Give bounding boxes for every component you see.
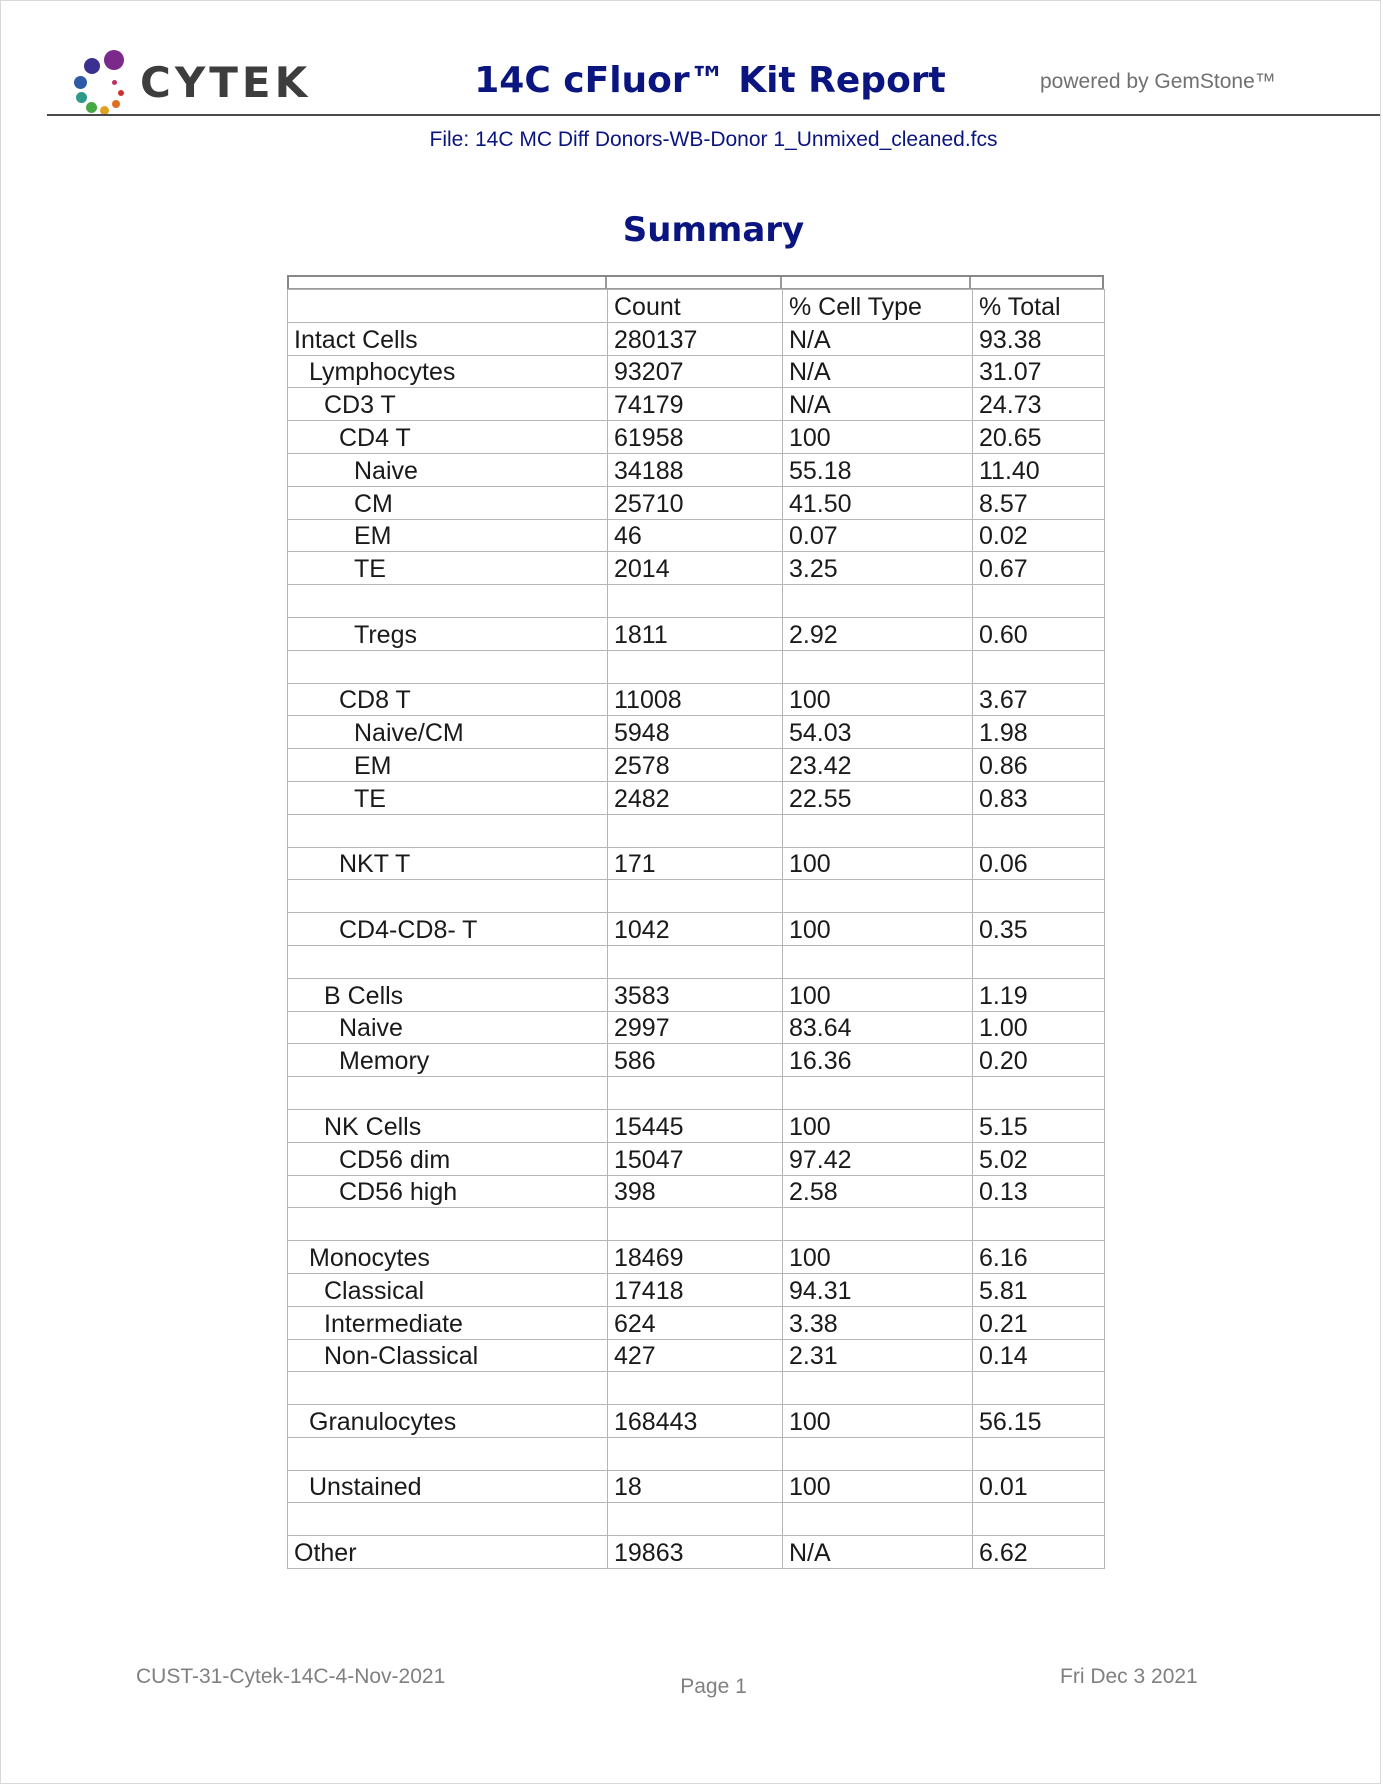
table-row: [288, 617, 1105, 650]
table-row: [288, 1175, 1105, 1208]
row-count: 624: [608, 1306, 783, 1339]
row-label: EM: [288, 749, 608, 782]
row-count: 11008: [608, 683, 783, 716]
table-row: [288, 1306, 1105, 1339]
summary-table-container: [287, 275, 1105, 1569]
row-pct-total: 93.38: [973, 322, 1105, 355]
row-count: 34188: [608, 453, 783, 486]
row-count: 74179: [608, 388, 783, 421]
row-pct-total: [973, 945, 1105, 978]
row-pct-total: 0.20: [973, 1044, 1105, 1077]
cytek-logo-mark-icon: [68, 44, 132, 116]
table-row: [288, 421, 1105, 454]
row-label: [288, 585, 608, 618]
table-row: [288, 355, 1105, 388]
row-pct-cell-type: [783, 1077, 973, 1110]
row-pct-cell-type: 2.58: [783, 1175, 973, 1208]
row-count: 2482: [608, 781, 783, 814]
row-pct-cell-type: 100: [783, 1470, 973, 1503]
row-pct-total: 11.40: [973, 453, 1105, 486]
row-pct-cell-type: [783, 1503, 973, 1536]
row-pct-total: 5.02: [973, 1142, 1105, 1175]
table-row: [288, 1536, 1105, 1569]
row-pct-total: [973, 650, 1105, 683]
table-row: [288, 552, 1105, 585]
footer-page-number: Page 1: [680, 1675, 747, 1698]
table-spacer-row: [288, 1437, 1105, 1470]
row-pct-cell-type: 3.38: [783, 1306, 973, 1339]
row-count: 2578: [608, 749, 783, 782]
row-pct-cell-type: 94.31: [783, 1273, 973, 1306]
row-pct-total: 1.00: [973, 1011, 1105, 1044]
row-count: 1042: [608, 913, 783, 946]
table-header-row: [288, 290, 1105, 323]
table-spacer-row: [288, 880, 1105, 913]
row-pct-total: [973, 1503, 1105, 1536]
row-count: 398: [608, 1175, 783, 1208]
row-label: Unstained: [288, 1470, 608, 1503]
row-count: 171: [608, 847, 783, 880]
row-count: [608, 650, 783, 683]
summary-table-body: [288, 322, 1105, 1568]
row-count: 1811: [608, 617, 783, 650]
table-row: [288, 1011, 1105, 1044]
table-row: [288, 519, 1105, 552]
row-pct-total: 0.83: [973, 781, 1105, 814]
table-row: [288, 1044, 1105, 1077]
table-row: [288, 913, 1105, 946]
row-label: [288, 1503, 608, 1536]
row-count: 19863: [608, 1536, 783, 1569]
row-pct-cell-type: 2.31: [783, 1339, 973, 1372]
row-count: [608, 585, 783, 618]
row-label: Naive: [288, 1011, 608, 1044]
row-pct-total: 56.15: [973, 1405, 1105, 1438]
row-pct-total: 1.19: [973, 978, 1105, 1011]
table-row: [288, 1241, 1105, 1274]
row-pct-total: [973, 880, 1105, 913]
row-pct-total: [973, 585, 1105, 618]
row-label: CD4-CD8- T: [288, 913, 608, 946]
table-row: [288, 978, 1105, 1011]
row-label: NK Cells: [288, 1109, 608, 1142]
row-count: 15445: [608, 1109, 783, 1142]
row-pct-cell-type: N/A: [783, 355, 973, 388]
row-pct-cell-type: 100: [783, 978, 973, 1011]
row-pct-cell-type: [783, 1372, 973, 1405]
row-count: 3583: [608, 978, 783, 1011]
row-pct-total: 0.06: [973, 847, 1105, 880]
table-row: [288, 486, 1105, 519]
row-pct-total: 0.35: [973, 913, 1105, 946]
row-label: [288, 814, 608, 847]
row-pct-total: 31.07: [973, 355, 1105, 388]
row-count: 61958: [608, 421, 783, 454]
table-row: [288, 847, 1105, 880]
row-label: Other: [288, 1536, 608, 1569]
footer-date: Fri Dec 3 2021: [1060, 1665, 1198, 1688]
row-pct-cell-type: 23.42: [783, 749, 973, 782]
row-pct-total: 0.01: [973, 1470, 1105, 1503]
column-header-pct-cell-type: % Cell Type: [783, 290, 973, 323]
row-count: [608, 1372, 783, 1405]
row-pct-cell-type: N/A: [783, 322, 973, 355]
row-count: 5948: [608, 716, 783, 749]
row-label: Lymphocytes: [288, 355, 608, 388]
table-row: [288, 1405, 1105, 1438]
row-pct-cell-type: 100: [783, 421, 973, 454]
row-label: CD56 high: [288, 1175, 608, 1208]
table-spacer-row: [288, 1077, 1105, 1110]
row-pct-total: [973, 1077, 1105, 1110]
table-spacer-row: [288, 1503, 1105, 1536]
row-pct-cell-type: 100: [783, 847, 973, 880]
row-count: 18469: [608, 1241, 783, 1274]
cytek-logo: [68, 44, 312, 124]
row-pct-cell-type: [783, 880, 973, 913]
row-pct-total: 8.57: [973, 486, 1105, 519]
row-count: 25710: [608, 486, 783, 519]
file-name: File: 14C MC Diff Donors-WB-Donor 1_Unmixed_cleaned.fcs: [429, 128, 998, 151]
row-label: CD56 dim: [288, 1142, 608, 1175]
row-pct-total: 0.02: [973, 519, 1105, 552]
row-label: [288, 1208, 608, 1241]
row-pct-total: 20.65: [973, 421, 1105, 454]
row-pct-total: 24.73: [973, 388, 1105, 421]
row-count: 280137: [608, 322, 783, 355]
row-label: [288, 880, 608, 913]
row-count: [608, 1208, 783, 1241]
row-count: [608, 1437, 783, 1470]
row-pct-total: 6.62: [973, 1536, 1105, 1569]
table-spacer-row: [288, 945, 1105, 978]
table-spacer-row: [288, 1372, 1105, 1405]
table-row: [288, 683, 1105, 716]
row-label: TE: [288, 552, 608, 585]
row-pct-total: 0.60: [973, 617, 1105, 650]
row-pct-total: [973, 1208, 1105, 1241]
row-pct-cell-type: 100: [783, 683, 973, 716]
row-pct-cell-type: 55.18: [783, 453, 973, 486]
row-label: Intact Cells: [288, 322, 608, 355]
row-count: 18: [608, 1470, 783, 1503]
row-pct-cell-type: 0.07: [783, 519, 973, 552]
footer-report-id: CUST-31-Cytek-14C-4-Nov-2021: [136, 1665, 446, 1688]
row-label: NKT T: [288, 847, 608, 880]
row-pct-cell-type: 41.50: [783, 486, 973, 519]
table-row: [288, 749, 1105, 782]
row-pct-cell-type: [783, 945, 973, 978]
row-pct-total: 5.81: [973, 1273, 1105, 1306]
row-pct-cell-type: N/A: [783, 388, 973, 421]
row-label: Intermediate: [288, 1306, 608, 1339]
row-label: CD8 T: [288, 683, 608, 716]
table-spacer-row: [288, 814, 1105, 847]
row-count: [608, 880, 783, 913]
row-pct-total: 0.86: [973, 749, 1105, 782]
row-count: [608, 1503, 783, 1536]
row-pct-total: [973, 1437, 1105, 1470]
row-count: 93207: [608, 355, 783, 388]
row-pct-total: 0.21: [973, 1306, 1105, 1339]
row-pct-cell-type: 3.25: [783, 552, 973, 585]
row-label: CD4 T: [288, 421, 608, 454]
table-row: [288, 1470, 1105, 1503]
row-count: 2997: [608, 1011, 783, 1044]
table-row: [288, 1273, 1105, 1306]
row-count: [608, 1077, 783, 1110]
row-label: [288, 650, 608, 683]
row-pct-cell-type: 2.92: [783, 617, 973, 650]
row-pct-cell-type: [783, 1208, 973, 1241]
row-label: [288, 1437, 608, 1470]
row-label: CM: [288, 486, 608, 519]
table-row: [288, 388, 1105, 421]
row-pct-cell-type: 16.36: [783, 1044, 973, 1077]
row-count: 168443: [608, 1405, 783, 1438]
row-pct-total: 1.98: [973, 716, 1105, 749]
table-row: [288, 1109, 1105, 1142]
row-pct-total: [973, 1372, 1105, 1405]
table-row: [288, 453, 1105, 486]
row-label: TE: [288, 781, 608, 814]
row-count: 46: [608, 519, 783, 552]
row-label: [288, 945, 608, 978]
logo-wordmark: CYTEK: [140, 58, 312, 107]
row-count: 15047: [608, 1142, 783, 1175]
row-count: [608, 945, 783, 978]
table-top-border: [287, 275, 1104, 289]
row-pct-total: 0.67: [973, 552, 1105, 585]
row-pct-cell-type: 100: [783, 1109, 973, 1142]
row-label: Memory: [288, 1044, 608, 1077]
row-label: B Cells: [288, 978, 608, 1011]
table-row: [288, 781, 1105, 814]
column-header-label: [288, 290, 608, 323]
report-title: 14C cFluor™ Kit Report: [474, 60, 946, 101]
row-pct-cell-type: [783, 585, 973, 618]
row-pct-cell-type: [783, 814, 973, 847]
row-label: Classical: [288, 1273, 608, 1306]
row-label: [288, 1077, 608, 1110]
row-label: [288, 1372, 608, 1405]
row-count: 427: [608, 1339, 783, 1372]
table-row: [288, 716, 1105, 749]
table-spacer-row: [288, 650, 1105, 683]
row-pct-total: 3.67: [973, 683, 1105, 716]
row-label: Tregs: [288, 617, 608, 650]
row-label: Non-Classical: [288, 1339, 608, 1372]
row-pct-cell-type: 54.03: [783, 716, 973, 749]
row-label: Monocytes: [288, 1241, 608, 1274]
row-pct-cell-type: 83.64: [783, 1011, 973, 1044]
row-count: 2014: [608, 552, 783, 585]
column-header-pct-total: % Total: [973, 290, 1105, 323]
row-pct-cell-type: [783, 650, 973, 683]
summary-title: Summary: [622, 210, 805, 250]
row-pct-total: 0.13: [973, 1175, 1105, 1208]
row-pct-total: 5.15: [973, 1109, 1105, 1142]
row-label: Granulocytes: [288, 1405, 608, 1438]
row-pct-total: [973, 814, 1105, 847]
column-header-count: Count: [608, 290, 783, 323]
row-pct-total: 0.14: [973, 1339, 1105, 1372]
row-pct-cell-type: 100: [783, 1241, 973, 1274]
table-row: [288, 1339, 1105, 1372]
row-count: [608, 814, 783, 847]
powered-by-text: powered by GemStone™: [1040, 70, 1276, 93]
row-pct-cell-type: 22.55: [783, 781, 973, 814]
row-count: 17418: [608, 1273, 783, 1306]
row-pct-cell-type: [783, 1437, 973, 1470]
summary-table: [287, 289, 1105, 1569]
row-pct-total: 6.16: [973, 1241, 1105, 1274]
table-row: [288, 322, 1105, 355]
table-spacer-row: [288, 585, 1105, 618]
row-label: CD3 T: [288, 388, 608, 421]
header-divider: [47, 114, 1380, 116]
row-label: Naive: [288, 453, 608, 486]
row-label: EM: [288, 519, 608, 552]
row-pct-cell-type: 100: [783, 1405, 973, 1438]
row-pct-cell-type: 100: [783, 913, 973, 946]
table-row: [288, 1142, 1105, 1175]
row-pct-cell-type: 97.42: [783, 1142, 973, 1175]
row-pct-cell-type: N/A: [783, 1536, 973, 1569]
row-label: Naive/CM: [288, 716, 608, 749]
table-spacer-row: [288, 1208, 1105, 1241]
row-count: 586: [608, 1044, 783, 1077]
